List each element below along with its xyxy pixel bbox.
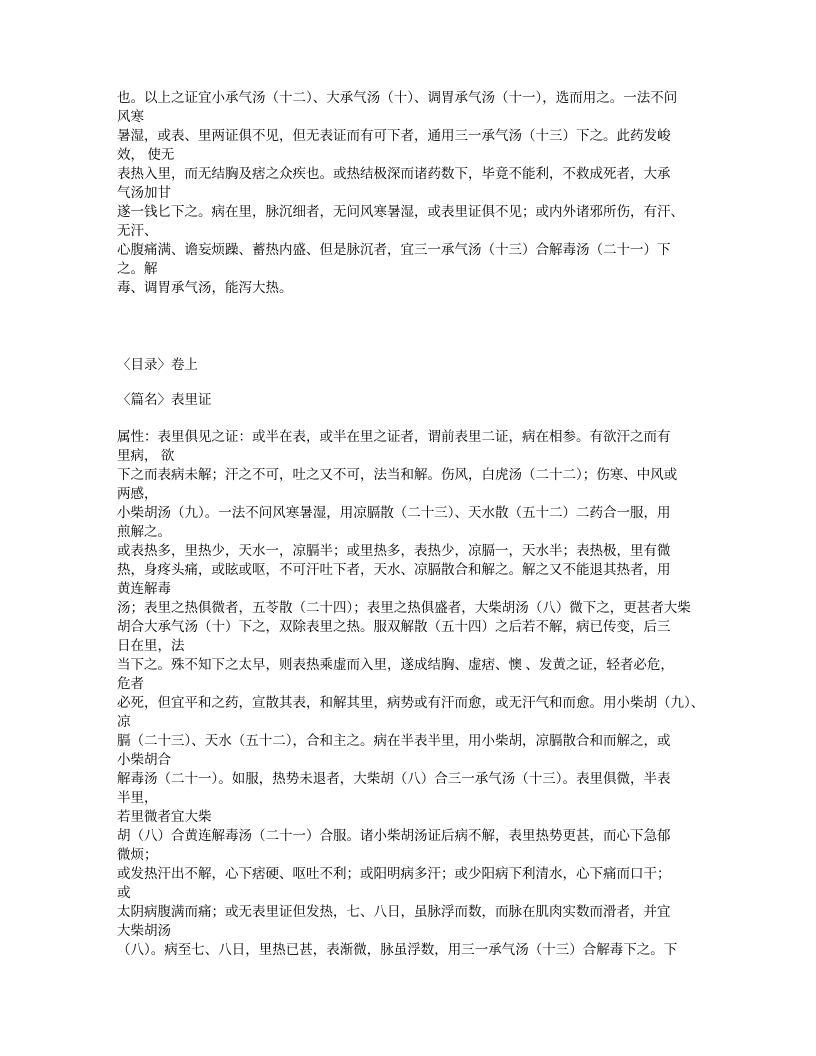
text-line: 小柴胡汤（九）。一法不问风寒暑湿，用凉膈散（二十三）、天水散（五十二）二药合一服，用	[117, 505, 671, 520]
text-line: 或	[117, 885, 131, 900]
paragraph-biaoli-zheng	[117, 427, 720, 959]
text-line: 若里微者宜大柴	[117, 809, 212, 824]
text-line: （八）。病至七、八日，里热已甚，表渐微，脉虽浮数，用三一承气汤（十三）合解毒下之。下	[117, 942, 678, 957]
text-line: 黄连解毒	[117, 581, 171, 596]
paragraph-chengqi-treatments	[117, 88, 720, 297]
text-line: 膈（二十三）、天水（五十二），合和主之。病在半表半里，用小柴胡，凉膈散合和而解之，或	[117, 733, 671, 748]
text-line: 之。解	[117, 261, 158, 276]
text-line: 当下之。殊不知下之太早，则表热乘虚而入里，遂成结胸、虚痞、懊 、发黄之证，轻者必危，	[117, 657, 674, 672]
text-line: 毒、调胃承气汤，能泻大热。	[117, 280, 293, 295]
text-line: 胡（八）合黄连解毒汤（二十一）合服。诸小柴胡汤证后病不解，表里热势更甚，而心下急郁	[117, 828, 671, 843]
text-line: 危者	[117, 676, 144, 691]
text-line: 煎解之。	[117, 524, 171, 539]
text-line: 热，身疼头痛，或眩或呕，不可汗吐下者，天水、凉膈散合和解之。解之又不能退其热者，用	[117, 562, 671, 577]
text-line: 大柴胡汤	[117, 923, 171, 938]
text-line: 半里，	[117, 790, 158, 805]
text-line: 或发热汗出不解，心下痞硬、呕吐不利；或阳明病多汗；或少阳病下利清水，心下痛而口干；	[117, 866, 671, 881]
text-line: 也。以上之证宜小承气汤（十二）、大承气汤（十）、调胃承气汤（十一），选而用之。一法不问	[117, 90, 678, 105]
text-line: 属性：表里俱见之证：或半在表，或半在里之证者，谓前表里二证，病在相参。有欲汗之而有	[117, 429, 671, 444]
text-line: 遂一钱匕下之。病在里，脉沉细者，无问风寒暑湿，或表里证俱不见；或内外诸邪所伤，有汗、	[117, 204, 684, 219]
text-line: 效， 使无	[117, 147, 175, 162]
text-line: 风寒	[117, 109, 144, 124]
text-line: 小柴胡合	[117, 752, 171, 767]
text-line: 气汤加甘	[117, 185, 171, 200]
text-line: 汤；表里之热俱微者，五苓散（二十四）；表里之热俱盛者，大柴胡汤（八）微下之，更甚者大柴	[117, 600, 691, 615]
text-line: 表热入里，而无结胸及痞之众疾也。或热结极深而诸药数下，毕竟不能利，不救成死者，大承	[117, 166, 671, 181]
text-line: 日在里，法	[117, 638, 185, 653]
text-line: 里病， 欲	[117, 448, 175, 463]
text-line: 两感，	[117, 486, 158, 501]
text-line: 胡合大承气汤（十）下之，双除表里之热。服双解散（五十四）之后若不解，病已传变，后三	[117, 619, 671, 634]
text-line: 暑湿，或表、里两证俱不见，但无表证而有可下者，通用三一承气汤（十三）下之。此药发峻	[117, 128, 671, 143]
text-line: 必死，但宜平和之药，宣散其表，和解其里，病势或有汗而愈，或无汗气和而愈。用小柴胡（九）、	[117, 695, 705, 710]
text-line: 下之而表病未解；汗之不可，吐之又不可，法当和解。伤风，白虎汤（二十二）；伤寒、中风或	[117, 467, 678, 482]
text-line: 凉	[117, 714, 131, 729]
toc-heading: 〈目录〉卷上	[117, 357, 198, 372]
text-line: 心腹痛满、谵妄烦躁、蓄热内盛、但是脉沉者，宜三一承气汤（十三）合解毒汤（二十一）下	[117, 242, 671, 257]
text-line: 或表热多，里热少，天水一，凉膈半；或里热多，表热少，凉膈一，天水半；表热极，里有微	[117, 543, 671, 558]
text-line: 太阴病腹满而痛；或无表里证但发热，七、八日，虽脉浮而数，而脉在肌肉实数而滑者，并宜	[117, 904, 671, 919]
section-title-heading: 〈篇名〉表里证	[117, 392, 212, 407]
text-line: 无汗、	[117, 223, 158, 238]
text-line: 解毒汤（二十一）。如服，热势未退者，大柴胡（八）合三一承气汤（十三）。表里俱微，半表	[117, 771, 671, 786]
text-line: 微烦；	[117, 847, 158, 862]
